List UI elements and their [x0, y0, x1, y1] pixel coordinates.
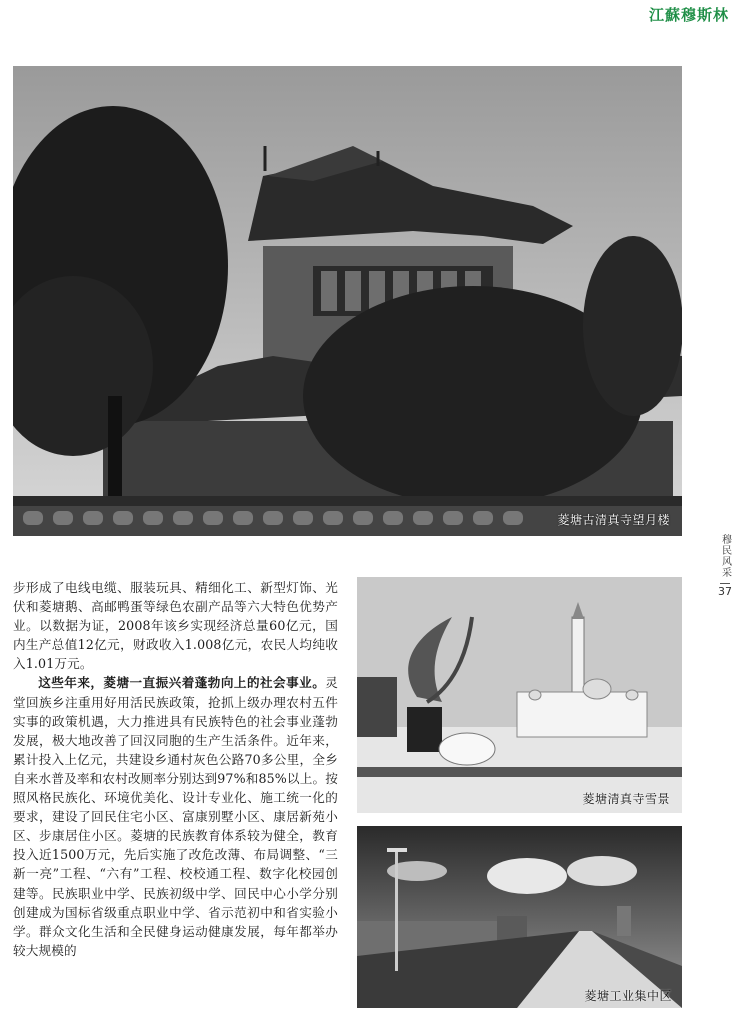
article-paragraph: 步形成了电线电缆、服装玩具、精细化工、新型灯饰、光伏和菱塘鹅、高邮鸭蛋等绿色农副产品等六大特色优势产业。以数据为证，2008年该乡实现经济总量60亿元，国内生产总值12亿元，财政收入1.008亿元，农民人均纯收入1.01万元。: [13, 580, 338, 672]
paragraph-body: 灵堂回族乡注重用好用活民族政策，抢抓上级办理农村五件实事的政策机遇，大力推进具有民族特色的社会事业蓬勃发展，极大地改善了回汉同胞的生产生活条件。近年来，累计投入上亿元，共建设乡通村灰色公路70多公里，全乡自来水普及率和农村改厕率分别达到97%和85%以上。按照风格民族化、环境优美化、设计专业化、施工统一化的要求，建设了回民住宅小区、富康别墅小区、康居新苑小区、步康居住小区。菱塘的民族教育体系较为健全，教育投入近1500万元，先后实施了改危改薄、布局调整、“三新一亮”工程、“六有”工程、校校通工程、数字化校园创建等。民族职业中学、民族初级中学、回民中心小学分别创建成为国标省级重点职业中学、省示范初中和省实验小学。群众文化生活和全民健身运动健康发展，每年都举办较大规模的: [13, 675, 338, 958]
section-divider: [720, 583, 730, 584]
page-number: 37: [718, 585, 732, 598]
industrial-photo-caption: 菱塘工业集中区: [584, 989, 672, 1003]
industrial-zone-photo: [357, 826, 682, 1008]
main-photo-caption: 菱塘古清真寺望月楼: [557, 513, 670, 527]
magazine-title: 江蘇穆斯林: [648, 6, 729, 24]
section-label: [716, 534, 734, 597]
section-name: 穆民风采: [719, 534, 731, 578]
article-body: [13, 578, 338, 960]
mosque-snow-photo: [357, 577, 682, 813]
mosque-photo-caption: 菱塘清真寺雪景: [582, 792, 670, 806]
article-paragraph: [13, 673, 338, 959]
paragraph-lead: 这些年来，菱塘一直振兴着蓬勃向上的社会事业。: [38, 675, 326, 691]
mosque-tower-photo: [13, 66, 682, 536]
